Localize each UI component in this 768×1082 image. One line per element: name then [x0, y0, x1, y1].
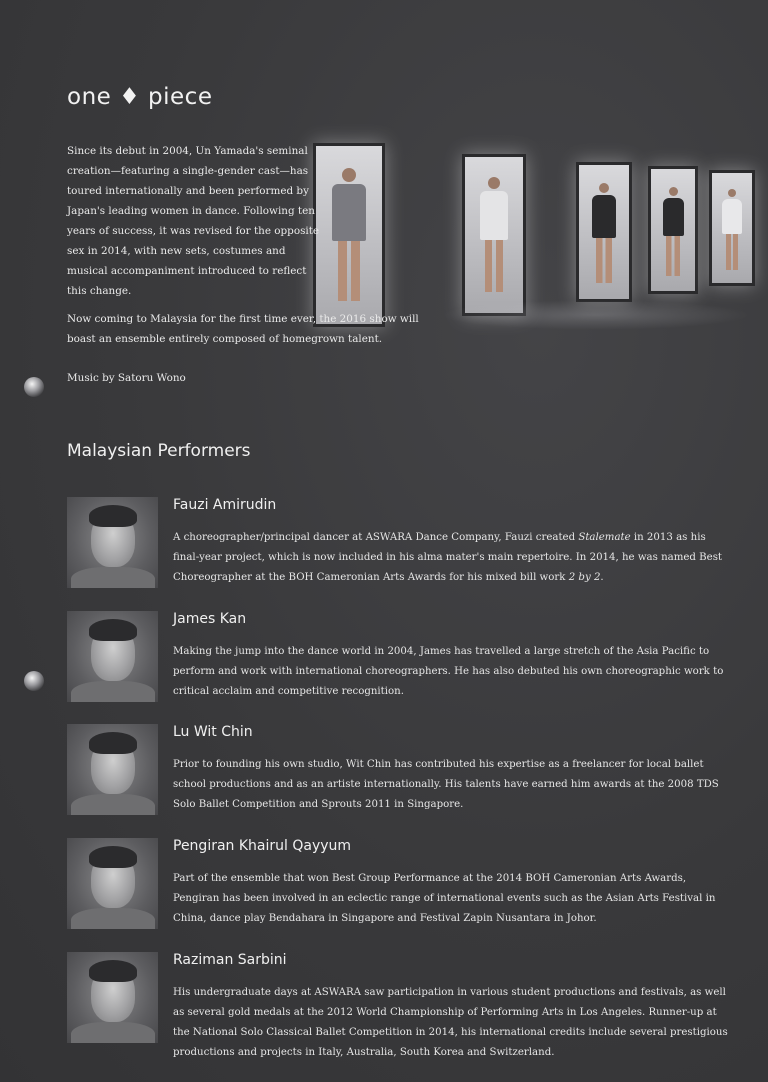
performer-photo	[67, 838, 158, 929]
performer-bio: A choreographer/principal dancer at ASWARA Dance Company, Fauzi created Stalemate in 2013 as his final-year project, which is now included in his alma mater's main repertoire. In 2014, he was named Best Choreographer at the BOH Cameronian Arts Awards for his mixed bill work 2 by 2.	[173, 532, 723, 583]
performer-bio: Making the jump into the dance world in 2004, James has travelled a large stretch of the Asia Pacific to perform and work with international choreographers. He has also debuted his own choreographic work to critical acclaim and competitive recognition.	[173, 646, 724, 697]
performer-bio: Prior to founding his own studio, Wit Chin has contributed his expertise as a freelancer for local ballet school productions and as an artiste internationally. His talents have earned him awards at the 2008 TDS Solo Ballet Competition and Sprouts 2011 in Singapore.	[173, 759, 719, 810]
performer-bio: Part of the ensemble that won Best Group Performance at the 2014 BOH Cameronian Arts Awards, Pengiran has been involved in an eclectic range of international events such as the Asian Arts Festival in China, dance play Bendahara in Singapore and Festival Zapin Nusantara in Johor.	[173, 873, 716, 924]
floor-reflection	[440, 300, 750, 330]
performer-name: Lu Wit Chin	[173, 724, 253, 740]
binder-hole-bottom	[24, 671, 44, 691]
music-credit: Music by Satoru Wono	[67, 372, 186, 384]
intro-text	[67, 141, 422, 357]
performer-name: Raziman Sarbini	[173, 952, 287, 968]
page-title: one ♦ piece	[67, 84, 213, 110]
dancer-box	[709, 170, 755, 286]
intro-paragraph: Since its debut in 2004, Un Yamada's seminal creation—featuring a single-gender cast—has toured internationally and been performed by Japan's leading women in dance. Following ten years of success, it was revised for the opposite sex in 2014, with new sets, costumes and musical accompaniment introduced to reflect this change.	[67, 145, 320, 297]
performer-name: Fauzi Amirudin	[173, 497, 277, 513]
performer-photo	[67, 724, 158, 815]
dancer-box	[648, 166, 698, 294]
section-title: Malaysian Performers	[67, 441, 251, 461]
intro-paragraph: Now coming to Malaysia for the first time ever, the 2016 show will boast an ensemble entirely composed of homegrown talent.	[67, 313, 419, 345]
performer-photo	[67, 497, 158, 588]
performer-name: Pengiran Khairul Qayyum	[173, 838, 352, 854]
performer-photo	[67, 952, 158, 1043]
dancer-box	[576, 162, 632, 302]
performer-bio: His undergraduate days at ASWARA saw participation in various student productions and festivals, as well as several gold medals at the 2012 World Championship of Performing Arts in Los Angeles. Runner-up at the National Solo Classical Ballet Competition in 2014, his international credits include several prestigious productions and projects in Italy, Australia, South Korea and Switzerland.	[173, 987, 728, 1058]
dancer-box	[462, 154, 526, 316]
performer-name: James Kan	[173, 611, 247, 627]
binder-hole-top	[24, 377, 44, 397]
performer-photo	[67, 611, 158, 702]
